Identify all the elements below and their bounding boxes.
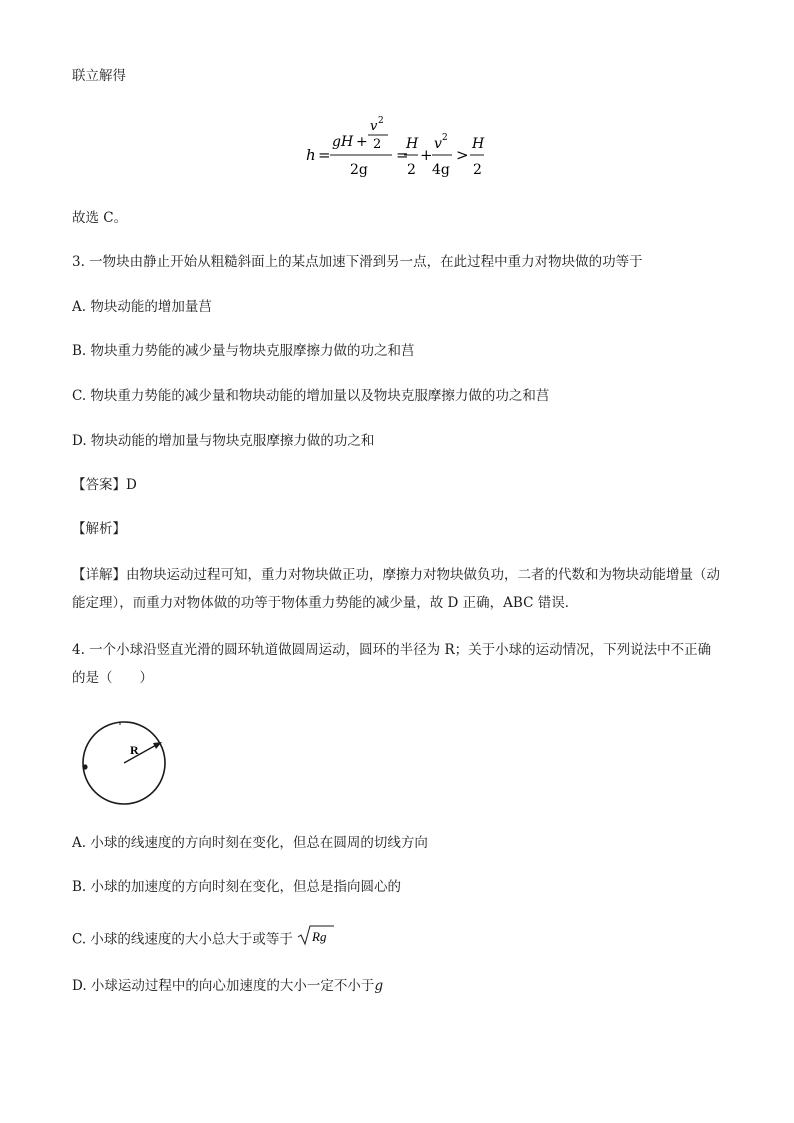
q3-detail [72, 561, 724, 617]
formula-v-sq: 2 [378, 116, 384, 126]
formula-num-gh: gH [332, 134, 354, 150]
detail-label: 【详解】 [72, 567, 126, 583]
q3-stem: 3. 一物块由静止开始从粗糙斜面上的某点加速下滑到另一点，在此过程中重力对物块做的功等于 [72, 254, 643, 270]
q3-option-c: C. 物块重力势能的减少量和物块动能的增加量以及物块克服摩擦力做的功之和莒 [72, 388, 550, 404]
radius-label: R [130, 743, 139, 757]
sqrt-content: Rg [312, 929, 327, 944]
q3-analysis-label: 【解析】 [72, 521, 126, 537]
q4-option-c [72, 926, 335, 954]
formula-v2-den: 4g [432, 162, 450, 178]
q3-option-b: B. 物块重力势能的减少量与物块克服摩擦力做的功之和莒 [72, 343, 415, 359]
sqrt-svg [297, 924, 335, 946]
answer-label: 【答案】 [72, 477, 126, 493]
sqrt-expression [297, 924, 335, 952]
detail-text: 由物块运动过程可知，重力对物块做正功，摩擦力对物块做负功，二者的代数和为物块动能增量（动能定理），而重力对物体做的功等于物体重力势能的减少量，故 D 正确，ABC 错误． [72, 567, 720, 611]
ball-dot [82, 764, 87, 769]
circle-svg [74, 716, 174, 810]
formula-gt: > [456, 146, 469, 164]
q3-answer [72, 475, 137, 495]
choose-text: 故选 C。 [72, 210, 128, 226]
q4-option-d-text: D. 小球运动过程中的向心加速度的大小一定不小于 [72, 978, 375, 994]
formula-lhs: h [306, 146, 316, 164]
formula-v: v [370, 119, 378, 134]
formula-h-den: 2 [407, 162, 416, 178]
q4-stem: 4. 一个小球沿竖直光滑的圆环轨道做圆周运动，圆环的半径为 R；关于小球的运动情况，下列说法中不正确的是（ ） [72, 642, 712, 686]
formula-small-den: 2 [373, 137, 382, 152]
formula-svg [300, 108, 500, 188]
solve-text: 联立解得 [72, 68, 126, 84]
formula-eq-1: = [318, 146, 331, 164]
circle-figure [74, 716, 174, 810]
formula-num-plus: + [356, 134, 368, 150]
q3-option-d: D. 物块动能的增加量与物块克服摩擦力做的功之和 [72, 433, 375, 449]
answer-value: D [126, 477, 137, 493]
q4-option-d [72, 976, 383, 996]
formula-h2-num: H [472, 136, 485, 152]
q4-option-c-text: C. 小球的线速度的大小总大于或等于 [72, 931, 293, 948]
formula-v2-num: v [434, 136, 442, 152]
formula-h2-den: 2 [473, 162, 482, 178]
q4-option-a: A. 小球的线速度的方向时刻在变化，但总在圆周的切线方向 [72, 835, 428, 851]
formula-plus-2: + [420, 146, 433, 164]
formula-h-num: H [406, 136, 419, 152]
formula-h [300, 108, 500, 188]
formula-main-den: 2g [350, 162, 368, 178]
q4-option-b: B. 小球的加速度的方向时刻在变化，但总是指向圆心的 [72, 879, 402, 895]
q4-option-d-var: g [374, 978, 384, 994]
q3-option-a: A. 物块动能的增加量莒 [72, 299, 212, 315]
formula-eq-2: = [396, 146, 409, 164]
formula-v2-sq: 2 [442, 133, 448, 143]
